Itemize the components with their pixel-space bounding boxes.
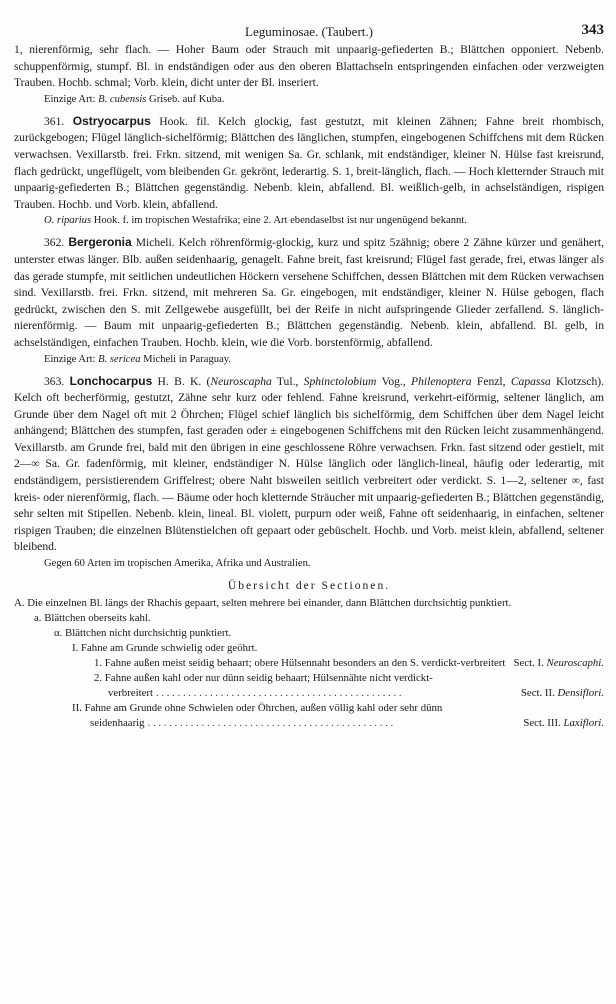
intro-paragraph: 1, nierenförmig, sehr flach. — Hoher Baum oder Strauch mit unpaarig-gefiederten B.; Blättchen opponiert. Nebenb. schuppenförmig, stumpf. Bl. in endständigen oder aus den oberen Blattachseln entspringenden einfachen oder verzweigten Trauben. Hochb. schmal; Vorb. klein, dicht unter der Bl. inseriert.	[14, 43, 604, 90]
genus-description: Micheli. Kelch röhrenförmig-glockig, kurz und spitz 5zähnig; obere 2 Zähne kürzer und genähert, unterster etwas länger. Blb. außen seidenhaarig, genagelt. Fahne breit, fast kreisrund; Flügel fast gerade, frei, etwas länger als das gerade stumpfe, mit seitlichen undeutlichen Höckern versehene Schiffchen, dessen Blättchen mit dem Rücken verwachsen sind. Vexillarstb. frei. Frkn. sitzend, mit mehreren Sa. Gr. eingebogen, mit endständiger, kleiner N. Hülse gebogen, flach gedrückt, zwischen den S. mit Zellgewebe ausgefüllt, bei der Reife in nicht aufspringende Glieder zerfallend. S. länglich-nierenförmig. — Baum mit unpaarig-gefiederten B.; Blättchen gegenständig. Nebenb. klein, abfallend. Bl. gelb, in achselständigen, einfachen Trauben. Hochb. klein, wie die Vorb. borstenförmig, abfallend.	[14, 236, 604, 349]
synonym-author: Vog.,	[376, 374, 412, 388]
key-1-text: 1. Fahne außen meist seidig behaart; obere Hülsennaht besonders an den S. verdickt-verbreitert	[94, 657, 506, 670]
section-label: Sect. III.	[523, 717, 564, 730]
genus-number: 362.	[44, 236, 65, 250]
section-label: Sect. I.	[513, 657, 547, 670]
key-2-row	[94, 686, 604, 701]
genus-number: 363.	[44, 374, 65, 388]
key-II	[14, 701, 604, 731]
key-II-section	[523, 716, 604, 731]
genus-361-note	[14, 213, 604, 228]
key-alpha: α. Blättchen nicht durchsichtig punktiert.	[54, 627, 232, 640]
key-II-text: II. Fahne am Grunde ohne Schwielen oder Öhrchen, außen völlig kahl oder sehr dünn	[72, 702, 443, 715]
key-2-text: 2. Fahne außen kahl oder nur dünn seidig behaart; Hülsennähte nicht verdickt-	[94, 672, 433, 685]
genus-363	[14, 373, 604, 557]
genus-362	[14, 234, 604, 351]
note-text: Micheli in Paraguay.	[140, 353, 232, 365]
sections-heading: Übersicht der Sectionen.	[227, 579, 391, 593]
genus-name: Lonchocarpus	[69, 373, 153, 388]
leader-dots	[145, 716, 524, 731]
key-1	[14, 656, 604, 671]
genus-name: Ostryocarpus	[72, 113, 151, 128]
section-name: Laxiflori.	[563, 717, 604, 730]
intro-note	[14, 92, 604, 107]
note-text: Hook. f. im tropischen Westafrika; eine 2. Art ebendaselbst ist nur ungenügend bekannt.	[91, 215, 467, 227]
note-prefix: Einzige Art:	[44, 93, 99, 105]
leader-dots	[153, 686, 521, 701]
synonym: Capassa	[510, 374, 551, 388]
synonym: Sphinctolobium	[303, 374, 377, 388]
key-I: I. Fahne am Grunde schwielig oder geöhrt.	[72, 642, 258, 655]
key-2	[14, 671, 604, 701]
section-name: Neuroscaphi.	[546, 657, 604, 670]
page-number: 343	[581, 22, 604, 38]
genus-361	[14, 113, 604, 214]
synonym-author: Fenzl,	[471, 374, 511, 388]
key-2-text-cont: verbreitert	[108, 687, 153, 700]
species-name: B. sericea	[98, 353, 141, 365]
genus-363-note: Gegen 60 Arten im tropischen Amerika, Afrika und Australien.	[44, 558, 311, 570]
section-label: Sect. II.	[520, 687, 558, 700]
running-title: Leguminosae. (Taubert.)	[245, 24, 373, 39]
genus-362-note	[14, 352, 604, 367]
note-prefix: Einzige Art:	[44, 353, 99, 365]
key-a: a. Blättchen oberseits kahl.	[34, 612, 151, 625]
genus-name: Bergeronia	[68, 235, 132, 250]
synonym-author: Klotzsch).	[550, 374, 605, 388]
synonym: Neuroscapha	[210, 374, 272, 388]
key-A: A. Die einzelnen Bl. längs der Rhachis gepaart, selten mehrere bei einander, dann Blättchen durchsichtig punktiert.	[14, 597, 512, 610]
page	[14, 12, 604, 731]
page-header	[14, 12, 604, 42]
synonym: Philenoptera	[411, 374, 472, 388]
genus-author: H. B. K. (	[152, 374, 211, 388]
synonym-author: Tul.,	[271, 374, 304, 388]
species-name: B. cubensis	[98, 93, 147, 105]
key-II-row	[72, 716, 604, 731]
section-name: Densiflori.	[557, 687, 604, 700]
key-II-text-cont: seidenhaarig	[90, 717, 145, 730]
section-key	[14, 596, 604, 731]
genus-number: 361.	[44, 114, 65, 128]
key-2-section	[521, 686, 604, 701]
genus-description: Kelch oft becherförmig, gestutzt, Zähne sehr kurz oder fehlend. Fahne kreisrund, verkehrt-eiförmig, seltener länglich, am Grunde über dem Nagel oft mit 2 Öhrchen; Flügel schief länglich bis sichelförmig, dem Schiffchen über dem Nagel leicht anhängend; Blättchen des stumpfen, fast geraden oder ± eingebogenen Schiffchens mit den Rücken leicht zusammenhängend. Vexillarstb. am Grunde frei, bald mit den übrigen in eine geschlossene Röhre verwachsen. Frkn. fast sitzend oder gestielt, mit 2—∞ Sa. Gr. fadenförmig, mit kleiner, endständiger N. Hülse länglich oder länglich-lineal, häufig oder lederartig, mit endständigem, persistierendem Griffelrest; obere Naht bisweilen seitlich verbreitert oder verdickt. S. 1—2, seltener ∞, fast kreis- oder nierenförmig, flach. — Bäume oder hoch kletternde Sträucher mit unpaarig-gefiederten B.; Blättchen gegenständig, sehr selten mit Stipellen. Nebenb. klein, lineal. Bl. violett, purpurn oder weiß, Fahne oft seidenhaarig, in einfachen, seltener rispigen Trauben; die einzelnen Blütenstielchen oft gepaart oder gebüschelt. Hochb. und Vorb. meist klein, abfallend, seltener bleibend.	[14, 391, 604, 554]
key-1-row	[94, 656, 604, 671]
key-1-section	[514, 656, 604, 671]
note-suffix: Griseb. auf Kuba.	[146, 93, 225, 105]
species-name: O. riparius	[44, 215, 92, 227]
genus-description: Hook. fil. Kelch glockig, fast gestutzt, mit kleinen Zähnen; Fahne breit rhombisch, zurückgebogen; Flügel länglich-sichelförmig; Blättchen des länglichen, stumpfen, eingebogenen Schiffchens mit dem Rücken verwachsen. Vexillarstb. frei. Frkn. sitzend, mit wenigen Sa. Gr. schlank, mit endständiger, kleiner N. Hülse fast kreisrund, flach gedrückt, ungeflügelt, vom bleibenden Gr. gekrönt, lederartig. S. 1, breit-länglich, flach. — Hoch kletternder Strauch mit unpaarig-gefiederten B.; Blättchen gegenständig. Nebenb. klein, abfallend. Bl. weißlich-gelb, in achselständigen, rispigen Trauben. Hochb. und Vorb. klein, abfallend.	[14, 114, 604, 211]
